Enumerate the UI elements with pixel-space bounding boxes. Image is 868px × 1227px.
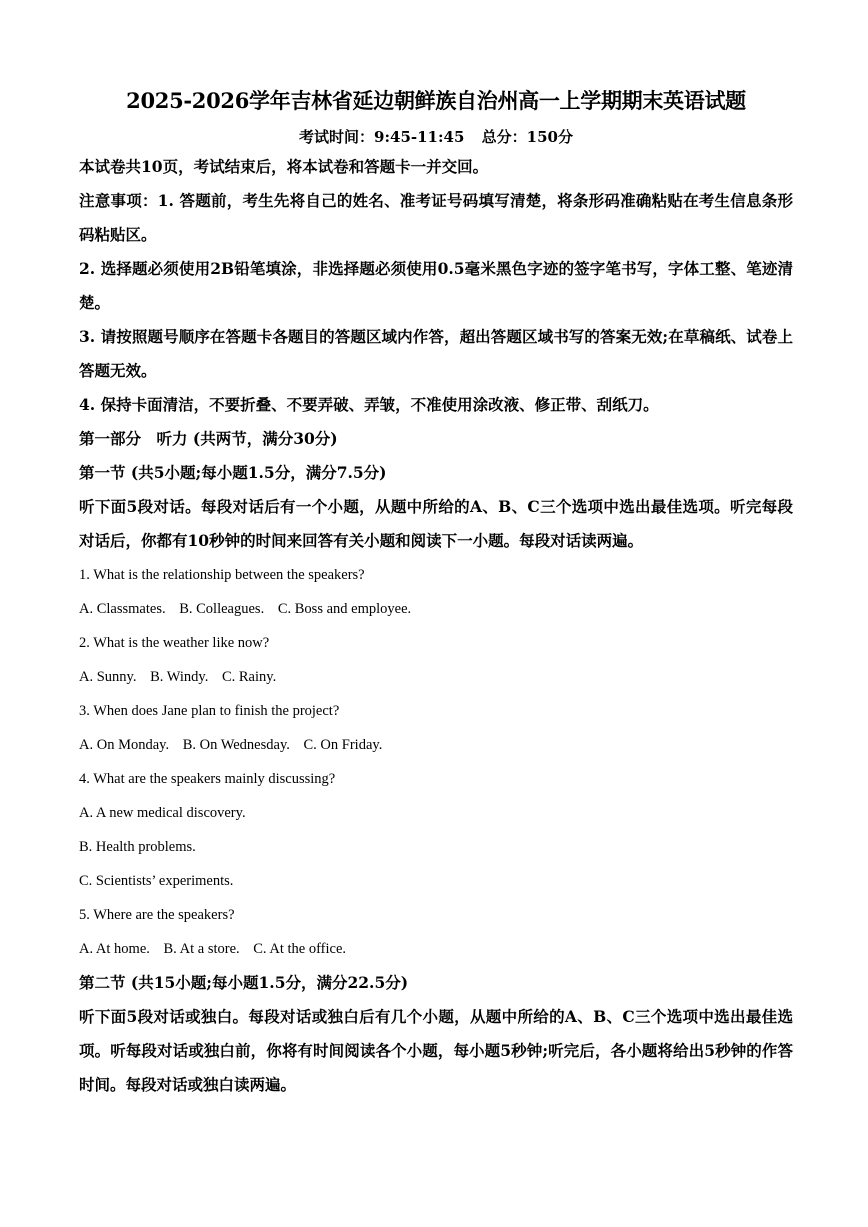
- question-3-options: [79, 728, 793, 762]
- option-a: A. At home.: [79, 941, 150, 957]
- note-2: 2. 选择题必须使用2B铅笔填涂，非选择题必须使用0.5毫米黑色字迹的签字笔书写，字体工整、笔迹清楚。: [79, 259, 793, 312]
- exam-page: [79, 86, 793, 1102]
- option-c: C. On Friday.: [303, 737, 383, 753]
- question-1: 1. What is the relationship between the speakers?: [79, 567, 365, 583]
- question-2-options: [79, 660, 793, 694]
- question-4-option-c: C. Scientists’ experiments.: [79, 873, 234, 889]
- section1-directions: 听下面5段对话。每段对话后有一个小题，从题中所给的A、B、C三个选项中选出最佳选项。听完每段对话后，你都有10秒钟的时间来回答有关小题和阅读下一小题。每段对话读两遍。: [79, 497, 793, 550]
- question-1-options: [79, 592, 793, 626]
- note-4: 4. 保持卡面清洁，不要折叠、不要弄破、弄皱，不准使用涂改液、修正带、刮纸刀。: [79, 395, 659, 414]
- question-5: 5. Where are the speakers?: [79, 907, 235, 923]
- question-2: 2. What is the weather like now?: [79, 635, 270, 651]
- section2-heading: 第二节 (共15小题;每小题1.5分，满分22.5分): [79, 973, 409, 992]
- exam-time: 考试时间：9:45-11:45: [299, 128, 465, 146]
- option-c: C. Rainy.: [221, 669, 277, 685]
- option-b: B. At a store.: [163, 941, 240, 957]
- question-4-option-b: B. Health problems.: [79, 839, 196, 855]
- note-3: 3. 请按照题号顺序在答题卡各题目的答题区域内作答，超出答题区域书写的答案无效;在草稿纸、试卷上答题无效。: [79, 327, 793, 380]
- option-a: A. Sunny.: [79, 669, 137, 685]
- question-4: 4. What are the speakers mainly discussing?: [79, 771, 336, 787]
- option-b: B. Colleagues.: [179, 601, 265, 617]
- section2-directions: 听下面5段对话或独白。每段对话或独白后有几个小题，从题中所给的A、B、C三个选项中选出最佳选项。听每段对话或独白前，你将有时间阅读各个小题，每小题5秒钟;听完后，各小题将给出5秒钟的作答时间。每段对话或独白读两遍。: [79, 1007, 793, 1094]
- option-b: B. Windy.: [150, 669, 209, 685]
- option-a: A. Classmates.: [79, 601, 166, 617]
- option-b: B. On Wednesday.: [182, 737, 290, 753]
- question-4-option-a: A. A new medical discovery.: [79, 805, 246, 821]
- note-1: 注意事项：1. 答题前，考生先将自己的姓名、准考证号码填写清楚，将条形码准确粘贴在考生信息条形码粘贴区。: [79, 191, 793, 244]
- option-a: A. On Monday.: [79, 737, 170, 753]
- question-5-options: [79, 932, 793, 966]
- option-c: C. Boss and employee.: [277, 601, 412, 617]
- section1-heading: 第一节 (共5小题;每小题1.5分，满分7.5分): [79, 463, 387, 482]
- total-score: 总分：150分: [481, 128, 573, 146]
- option-c: C. At the office.: [253, 941, 347, 957]
- part1-heading: 第一部分 听力 (共两节，满分30分): [79, 429, 338, 448]
- intro-text: 本试卷共10页，考试结束后，将本试卷和答题卡一并交回。: [79, 157, 489, 176]
- exam-meta: [79, 126, 793, 148]
- question-3: 3. When does Jane plan to finish the project?: [79, 703, 340, 719]
- exam-title: 2025-2026学年吉林省延边朝鲜族自治州高一上学期期末英语试题: [126, 88, 746, 113]
